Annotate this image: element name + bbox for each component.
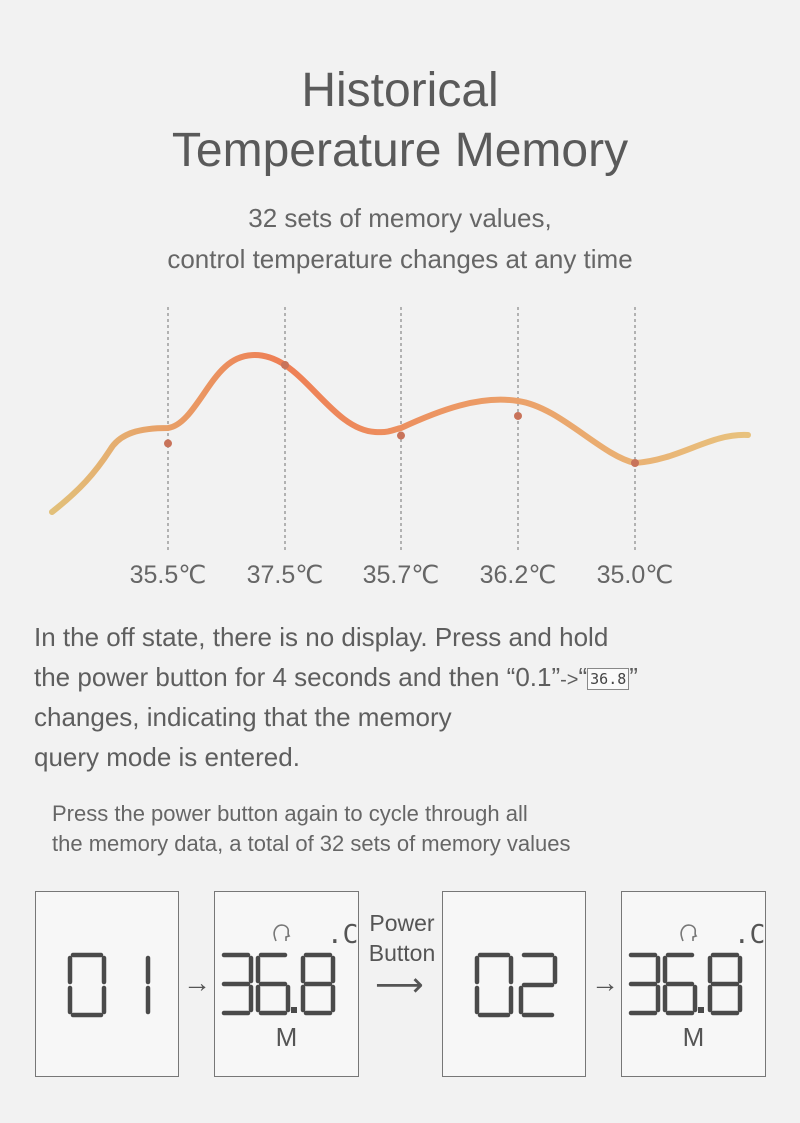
memory-mode-indicator: M (275, 1022, 298, 1052)
transition-arrow: -> (560, 669, 579, 691)
arrow-icon-2: ⟶ (375, 966, 424, 1004)
lcd-decimal-point (698, 1007, 704, 1013)
title-line-1: Historical (301, 64, 499, 117)
arrow-icon-1: → (183, 967, 211, 998)
subtitle-line-1: 32 sets of memory values, (248, 203, 552, 233)
lcd-screen-reading-1 (214, 891, 359, 1077)
tick-label: 36.2℃ (479, 561, 557, 589)
lcd-screen-reading-2 (621, 891, 766, 1077)
description-line-4: query mode is entered. (34, 742, 300, 772)
note-line-1: Press the power button again to cycle through all (52, 801, 528, 826)
title-line-2: Temperature Memory (171, 124, 629, 177)
memory-mode-indicator: M (682, 1022, 705, 1052)
tick-label: 37.5℃ (246, 561, 324, 589)
power-button-label (360, 908, 444, 968)
lcd-screen-02 (442, 891, 586, 1077)
tick-label: 35.0℃ (596, 561, 674, 589)
power-label-line-2: Button (368, 940, 436, 966)
description-line-2a: the power button for 4 seconds and then “0.1” (34, 662, 561, 692)
tick-label: 35.5℃ (129, 561, 207, 589)
description-line-2 (34, 657, 774, 700)
lcd-digits-02 (443, 892, 587, 1078)
power-label-line-1: Power (369, 910, 435, 936)
description-line-1: In the off state, there is no display. Press and hold (34, 622, 609, 652)
close-quote: ” (629, 662, 638, 692)
lcd-digits-01 (36, 892, 180, 1078)
note-line-2: the memory data, a total of 32 sets of memory values (52, 831, 571, 856)
tick-label: 35.7℃ (362, 561, 440, 589)
mini-lcd-reading: 36.8 (587, 668, 629, 690)
description-line-3: changes, indicating that the memory (34, 702, 452, 732)
arrow-icon-3: → (591, 967, 619, 998)
data-point (281, 361, 289, 369)
subtitle-line-2: control temperature changes at any time (167, 244, 633, 274)
celsius-indicator: .C (327, 920, 359, 950)
data-point (514, 412, 522, 420)
lcd-screen-01 (35, 891, 179, 1077)
data-point (164, 439, 172, 447)
open-quote: “ (578, 662, 588, 692)
data-point (631, 459, 639, 467)
lcd-decimal-point (291, 1007, 297, 1013)
temperature-chart (0, 295, 800, 595)
celsius-indicator: .C (734, 920, 766, 950)
data-point (397, 432, 405, 440)
